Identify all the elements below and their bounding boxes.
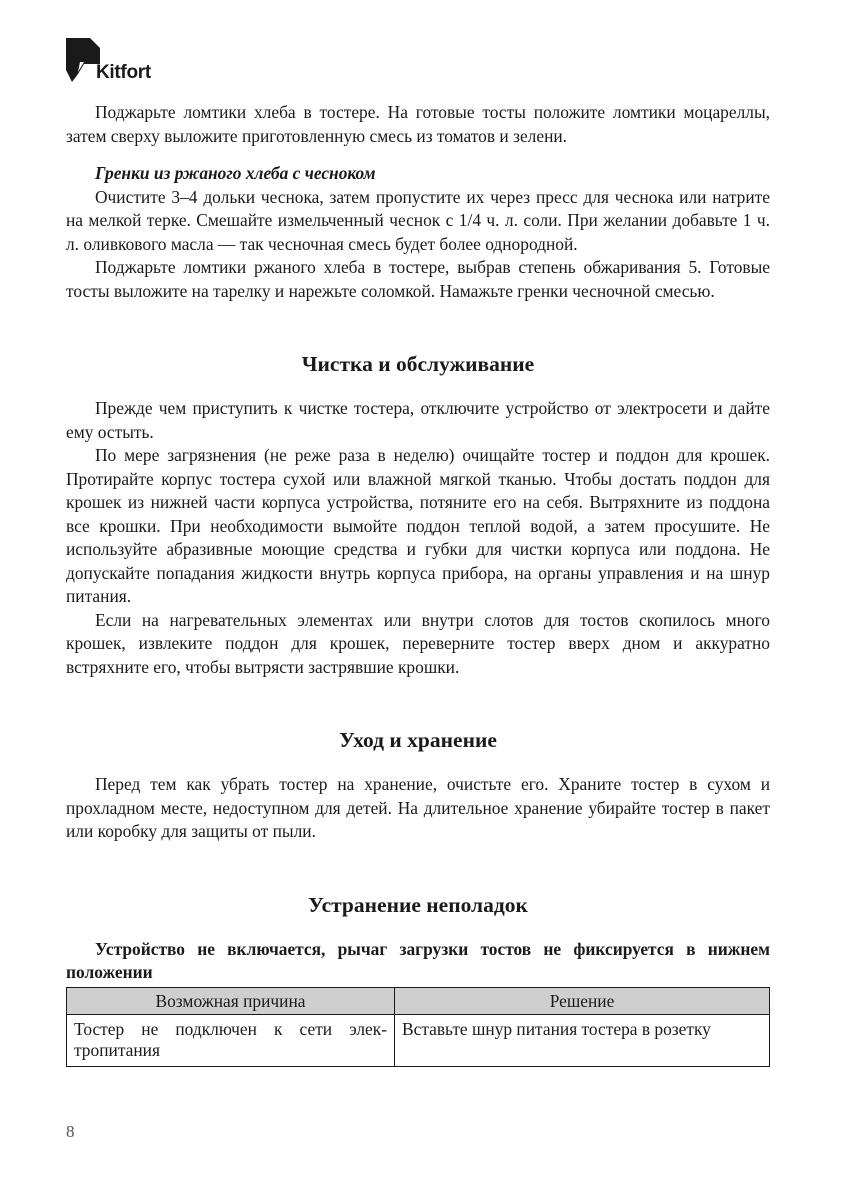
kitfort-logo [66, 38, 176, 86]
section-title-storage: Уход и хранение [339, 728, 497, 752]
table-header-row [67, 987, 770, 1014]
storage-paragraph: Перед тем как убрать тостер на хранение, очистьте его. Храните тостер в сухом и прохладном месте, недоступном для детей. На длительное хранение убирайте тостер в пакет или коробку для защиты от пыли. [66, 774, 770, 841]
recipe-paragraph: Очистите 3–4 дольки чеснока, затем пропустите их через пресс для чеснока или натрите на мелкой терке. Смешайте измельченный чеснок с 1/4 ч. л. соли. При желании добавьте 1 ч. л. оливкового масла — так чесночная смесь будет более однородной. [66, 186, 770, 254]
section-title-troubleshooting: Устранение неполадок [308, 892, 528, 917]
table-cell-solution: Вставьте шнур питания тостера в розетку [395, 1014, 770, 1066]
recipe-paragraph: Поджарьте ломтики ржаного хлеба в тостере, выбрав степень обжаривания 5. Готовые тосты выложите на тарелку и нарежьте соломкой. Намажьте гренки чесночной смесью. [66, 257, 770, 301]
brand-name: Kitfort [96, 62, 151, 83]
cleaning-paragraph: Прежде чем приступить к чистке тостера, отключите устройство от электросети и дайте ему остыть. [66, 398, 770, 442]
cleaning-paragraph: Если на нагревательных элементах или внутри слотов для тостов скопилось много крошек, извлеките поддон для крошек, переверните тостер вверх дном и аккуратно встряхните его, чтобы вытрясти застрявшие крошки. [66, 609, 770, 677]
section-title-cleaning: Чистка и обслуживание [301, 352, 535, 376]
table-cell-cause: Тостер не подключен к сети электропитания [67, 1014, 395, 1066]
table-header-cause: Возможная причина [67, 987, 395, 1014]
page-content [66, 101, 770, 1067]
troubleshooting-table [66, 987, 770, 1067]
cleaning-paragraph: По мере загрязнения (не реже раза в неделю) очищайте тостер и поддон для крошек. Протирайте корпус тостера сухой или влажной мягкой тканью. Чтобы достать поддон для крошек из нижней части корпуса устройства, потяните его на себя. Вытряхните из поддона все крошки. При необходимости вымойте поддон теплой водой, а затем просушите. Не используйте абразивные моющие средства и губки для чистки корпуса или поддона. Не допускайте попадания жидкости внутрь корпуса прибора, на органы управления и на шнур питания. [66, 445, 770, 606]
table-header-solution: Решение [395, 987, 770, 1014]
trouble-issue-heading: Устройство не включается, рычаг загрузки тостов не фиксируется в нижнем положении [66, 938, 770, 982]
page-number: 8 [66, 1122, 75, 1141]
kitfort-logo-icon [66, 38, 100, 82]
recipe-intro-paragraph: Поджарьте ломтики хлеба в тостере. На готовые тосты положите ломтики моцареллы, затем сверху выложите приготовленную смесь из томатов и зелени. [66, 102, 770, 146]
table-row [67, 1014, 770, 1066]
recipe-title: Гренки из ржаного хлеба с чесноком [95, 163, 376, 183]
